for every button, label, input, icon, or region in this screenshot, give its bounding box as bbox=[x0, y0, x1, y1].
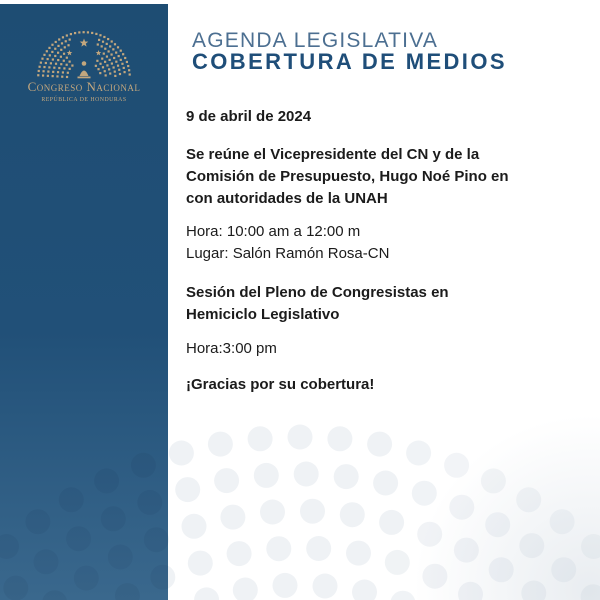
event-1-schedule bbox=[186, 221, 389, 265]
agenda-date: 9 de abril de 2024 bbox=[186, 108, 312, 125]
event-2-title bbox=[186, 282, 449, 326]
closing-message: ¡Gracias por su cobertura! bbox=[186, 376, 375, 393]
event-2-title-line-2: Hemiciclo Legislativo bbox=[186, 306, 340, 323]
event-1-title-line-1: Se reúne el Vicepresidente del CN y de la bbox=[186, 146, 480, 163]
org-subtitle: REPÚBLICA DE HONDURAS bbox=[41, 97, 127, 103]
event-1-title bbox=[186, 144, 509, 210]
event-1-title-line-3: con autoridades de la UNAH bbox=[186, 190, 388, 207]
org-name: Congreso Nacional bbox=[27, 79, 141, 94]
page-title bbox=[192, 31, 507, 73]
event-1-time: Hora: 10:00 am a 12:00 m bbox=[186, 223, 361, 240]
event-1-title-line-2: Comisión de Presupuesto, Hugo Noé Pino en bbox=[186, 168, 509, 185]
page-title-light: AGENDA LEGISLATIVA bbox=[192, 29, 439, 52]
event-2-title-line-1: Sesión del Pleno de Congresistas en bbox=[186, 284, 449, 301]
event-1-place: Lugar: Salón Ramón Rosa-CN bbox=[186, 245, 390, 262]
page-title-bold: COBERTURA DE MEDIOS bbox=[192, 49, 507, 74]
event-2-time: Hora:3:00 pm bbox=[186, 340, 277, 357]
